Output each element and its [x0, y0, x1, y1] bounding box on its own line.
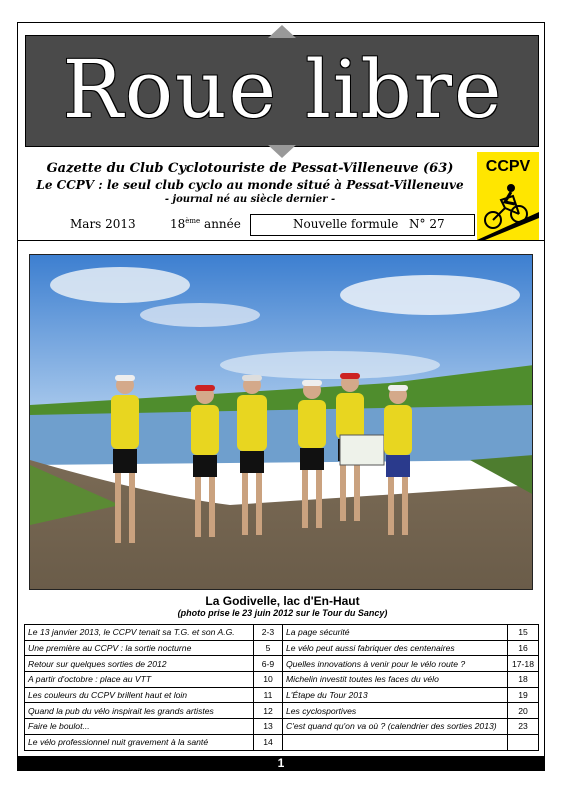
toc-page: 14: [254, 734, 283, 750]
table-row: [25, 687, 539, 703]
page-footer: [17, 756, 545, 771]
table-row: [25, 656, 539, 672]
toc-page: 20: [508, 703, 539, 719]
toc-page: 11: [254, 687, 283, 703]
club-logo: [477, 152, 539, 240]
page-number: 1: [277, 756, 285, 770]
issue-formula: Nouvelle formule: [293, 217, 399, 231]
cyclist-icon: [477, 152, 539, 240]
toc-page: 19: [508, 687, 539, 703]
photo-subcaption: (photo prise le 23 juin 2012 sur le Tour du Sancy): [177, 608, 388, 618]
table-row: [25, 625, 539, 641]
toc-page: 17-18: [508, 656, 539, 672]
table-of-contents: [24, 624, 539, 751]
toc-page: 12: [254, 703, 283, 719]
triangle-up-decoration: [268, 25, 296, 38]
toc-title: Quand la pub du vélo inspirait les grands artistes: [25, 703, 254, 719]
subtitle-club: Le CCPV : le seul club cyclo au monde situé à Pessat-Villeneuve: [36, 178, 464, 192]
toc-title: [283, 734, 508, 750]
toc-title: Les cyclosportives: [283, 703, 508, 719]
issue-formula-box: [250, 214, 475, 236]
toc-title: Une première au CCPV : la sortie nocturne: [25, 640, 254, 656]
subtitle-born: - journal né au siècle dernier -: [164, 194, 336, 205]
toc-title: L'Étape du Tour 2013: [283, 687, 508, 703]
toc-page: 2-3: [254, 625, 283, 641]
cover-photo: [29, 254, 533, 590]
toc-title: Faire le boulot...: [25, 719, 254, 735]
photo-caption: La Godivelle, lac d'En-Haut: [205, 594, 360, 608]
issue-number: N° 27: [409, 217, 445, 231]
toc-title: Quelles innovations à venir pour le vélo route ?: [283, 656, 508, 672]
masthead-title: Roue libre: [62, 43, 504, 136]
table-row: [25, 640, 539, 656]
toc-page: 5: [254, 640, 283, 656]
toc-title: Les couleurs du CCPV brillent haut et loin: [25, 687, 254, 703]
group-cyclists-photo: [30, 255, 533, 590]
header-separator: [18, 240, 544, 241]
toc-page: 15: [508, 625, 539, 641]
toc-title: C'est quand qu'on va où ? (calendrier des sorties 2013): [283, 719, 508, 735]
toc-title: Retour sur quelques sorties de 2012: [25, 656, 254, 672]
masthead-banner: [25, 35, 539, 147]
table-row: [25, 672, 539, 688]
toc-page: 16: [508, 640, 539, 656]
toc-page: [508, 734, 539, 750]
logo-text: CCPV: [485, 158, 531, 175]
toc-page: 6-9: [254, 656, 283, 672]
toc-title: Le 13 janvier 2013, le CCPV tenait sa T.G. et son A.G.: [25, 625, 254, 641]
table-row: [25, 703, 539, 719]
table-row: [25, 719, 539, 735]
issue-date: Mars 2013: [70, 217, 136, 231]
toc-title: La page sécurité: [283, 625, 508, 641]
table-row: [25, 734, 539, 750]
subtitle-gazette: Gazette du Club Cyclotouriste de Pessat-Villeneuve (63): [46, 161, 454, 176]
toc-page: 18: [508, 672, 539, 688]
toc-title: A partir d'octobre : place au VTT: [25, 672, 254, 688]
issue-year: 18ème année: [170, 217, 241, 231]
toc-page: 23: [508, 719, 539, 735]
toc-page: 13: [254, 719, 283, 735]
issue-info-bar: [25, 214, 475, 236]
toc-title: Michelin investit toutes les faces du vélo: [283, 672, 508, 688]
toc-title: Le vélo professionnel nuit gravement à la santé: [25, 734, 254, 750]
toc-page: 10: [254, 672, 283, 688]
triangle-down-decoration: [268, 145, 296, 158]
toc-title: Le vélo peut aussi fabriquer des centenaires: [283, 640, 508, 656]
